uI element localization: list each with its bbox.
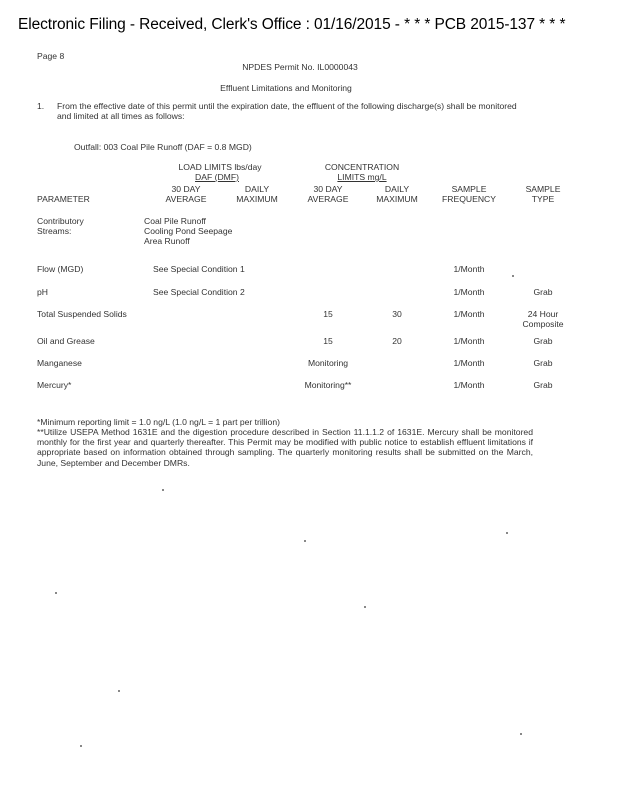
oil-grease-conc-avg: 15 <box>323 336 333 346</box>
footnote-method: **Utilize USEPA Method 1631E and the digestion procedure described in Section 11.1.1.2 of 1631E. Mercury shall be monitored monthly for the first year and quarterly thereafter. This Permit may be modified with public notice to establish effluent limitations if appropriate based on information obtained through sampling. The quarterly monitoring results shall be submitted on the March, June, September and December DMRs. <box>37 427 533 468</box>
mercury-frequency: 1/Month <box>453 380 485 390</box>
header-type-1: SAMPLE <box>525 184 561 194</box>
param-oil-grease: Oil and Grease <box>37 336 95 346</box>
oil-grease-conc-max: 20 <box>392 336 402 346</box>
header-conc-max-1: DAILY <box>384 184 410 194</box>
tss-conc-avg: 15 <box>323 309 333 319</box>
contributory-stream: Cooling Pond Seepage <box>144 226 233 236</box>
header-frequency-2: FREQUENCY <box>442 194 496 204</box>
section-title: Effluent Limitations and Monitoring <box>220 83 352 93</box>
flow-frequency: 1/Month <box>453 264 485 274</box>
tss-sample-type-2: Composite <box>522 319 564 329</box>
contributory-label-2: Streams: <box>37 226 72 236</box>
scan-speck <box>118 690 120 692</box>
contributory-stream: Coal Pile Runoff <box>144 216 206 226</box>
ph-sample-type: Grab <box>533 287 553 297</box>
header-conc-avg-1: 30 DAY <box>313 184 343 194</box>
contributory-stream: Area Runoff <box>144 236 190 246</box>
electronic-filing-banner: Electronic Filing - Received, Clerk's Office : 01/16/2015 - * * * PCB 2015-137 * * * <box>18 16 566 33</box>
header-parameter: PARAMETER <box>37 194 90 204</box>
param-manganese: Manganese <box>37 358 82 368</box>
tss-conc-max: 30 <box>392 309 402 319</box>
scan-speck <box>520 733 522 735</box>
scan-speck <box>304 540 306 542</box>
header-load-avg-2: AVERAGE <box>165 194 207 204</box>
header-conc-max-2: MAXIMUM <box>376 194 418 204</box>
footnote-minimum-reporting: *Minimum reporting limit = 1.0 ng/L (1.0 ng/L = 1 part per trillion) <box>37 417 280 427</box>
flow-load-note: See Special Condition 1 <box>153 264 245 274</box>
scan-speck <box>512 275 514 277</box>
header-load-limits: LOAD LIMITS lbs/day <box>178 162 262 172</box>
header-type-2: TYPE <box>531 194 555 204</box>
ph-load-note: See Special Condition 2 <box>153 287 245 297</box>
intro-line-2: and limited at all times as follows: <box>57 111 185 121</box>
scan-speck <box>162 489 164 491</box>
tss-sample-type: 24 Hour <box>527 309 559 319</box>
header-load-avg-1: 30 DAY <box>171 184 201 194</box>
item-number: 1. <box>37 101 45 111</box>
header-dmf: DAF (DMF) <box>195 172 239 182</box>
contributory-label-1: Contributory <box>37 216 84 226</box>
header-frequency-1: SAMPLE <box>451 184 487 194</box>
param-ph: pH <box>37 287 48 297</box>
page-label: Page 8 <box>37 51 65 61</box>
header-concentration: CONCENTRATION <box>324 162 400 172</box>
scan-speck <box>506 532 508 534</box>
outfall-description: Outfall: 003 Coal Pile Runoff (DAF = 0.8 MGD) <box>74 142 252 152</box>
mercury-conc-avg: Monitoring** <box>304 380 352 390</box>
header-limits-mgl: LIMITS mg/L <box>337 172 387 182</box>
scan-speck <box>55 592 57 594</box>
param-tss: Total Suspended Solids <box>37 309 127 319</box>
scan-speck <box>364 606 366 608</box>
scan-speck <box>80 745 82 747</box>
manganese-conc-avg: Monitoring <box>307 358 349 368</box>
oil-grease-sample-type: Grab <box>533 336 553 346</box>
tss-frequency: 1/Month <box>453 309 485 319</box>
header-load-max-1: DAILY <box>244 184 270 194</box>
permit-number: NPDES Permit No. IL0000043 <box>242 62 358 72</box>
param-mercury: Mercury* <box>37 380 72 390</box>
param-flow: Flow (MGD) <box>37 264 84 274</box>
intro-line-1: From the effective date of this permit until the expiration date, the effluent of the following discharge(s) shall be monitored <box>57 101 517 111</box>
header-conc-avg-2: AVERAGE <box>307 194 349 204</box>
ph-frequency: 1/Month <box>453 287 485 297</box>
manganese-sample-type: Grab <box>533 358 553 368</box>
header-load-max-2: MAXIMUM <box>236 194 278 204</box>
oil-grease-frequency: 1/Month <box>453 336 485 346</box>
manganese-frequency: 1/Month <box>453 358 485 368</box>
mercury-sample-type: Grab <box>533 380 553 390</box>
